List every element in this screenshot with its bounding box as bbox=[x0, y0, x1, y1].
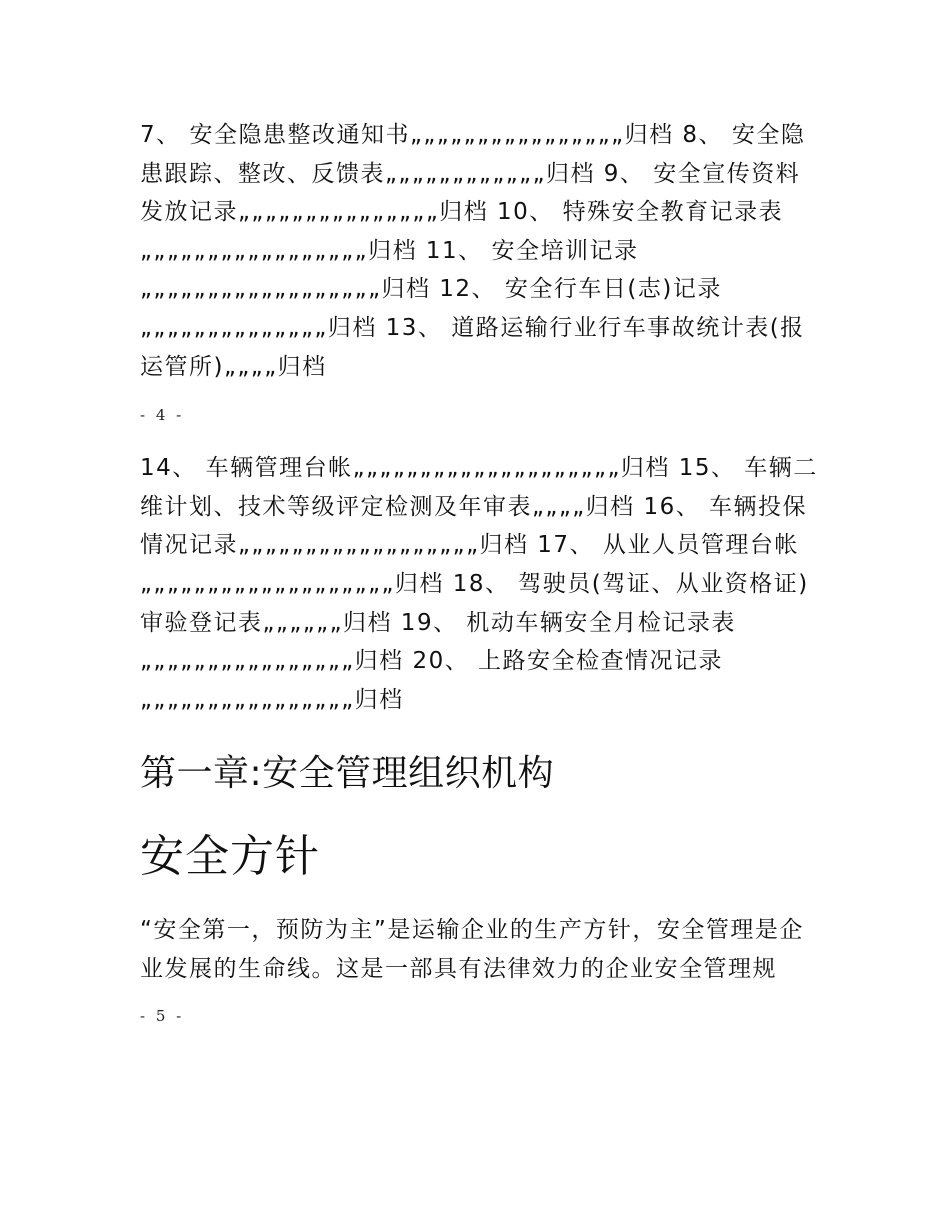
page-number-2: - 5 - bbox=[140, 1006, 185, 1025]
document-page bbox=[140, 116, 820, 1025]
section-title: 安全方针 bbox=[140, 831, 320, 883]
body-paragraph: “安全第一，预防为主”是运输企业的生产方针，安全管理是企业发展的生命线。这是一部具有法律效力的企业安全管理规 bbox=[140, 917, 804, 982]
record-list-paragraph-2: 14、 车辆管理台帐„„„„„„„„„„„„„„„„„„„„归档 15、 车辆二维计划、技术等级评定检测及年审表„„„„归档 16、 车辆投保情况记录„„„„„„„„„„„„„„„„„„归档 17、 从业人员管理台帐„„„„„„„„„„„„„„„„„„„归档 18、 驾驶员(驾证、从业资格证)审验登记表„„„„„„归档 19、 机动车辆安全月检记录表„„„„„„„„„„„„„„„„归档 20、 上路安全检查情况记录„„„„„„„„„„„„„„„„归档 bbox=[140, 455, 818, 713]
page-number: - 4 - bbox=[140, 406, 185, 425]
record-list-paragraph-1: 7、 安全隐患整改通知书„„„„„„„„„„„„„„„„归档 8、 安全隐患跟踪、整改、反馈表„„„„„„„„„„„„归档 9、 安全宣传资料发放记录„„„„„„„„„„„„„„„归档 10、 特殊安全教育记录表„„„„„„„„„„„„„„„„„归档 11、 安全培训记录„„„„„„„„„„„„„„„„„„归档 12、 安全行车日(志)记录„„„„„„„„„„„„„„归档 13、 道路运输行业行车事故统计表(报运管所)„„„„归档 bbox=[140, 122, 806, 380]
chapter-title: 第一章:安全管理组织机构 bbox=[140, 753, 555, 795]
